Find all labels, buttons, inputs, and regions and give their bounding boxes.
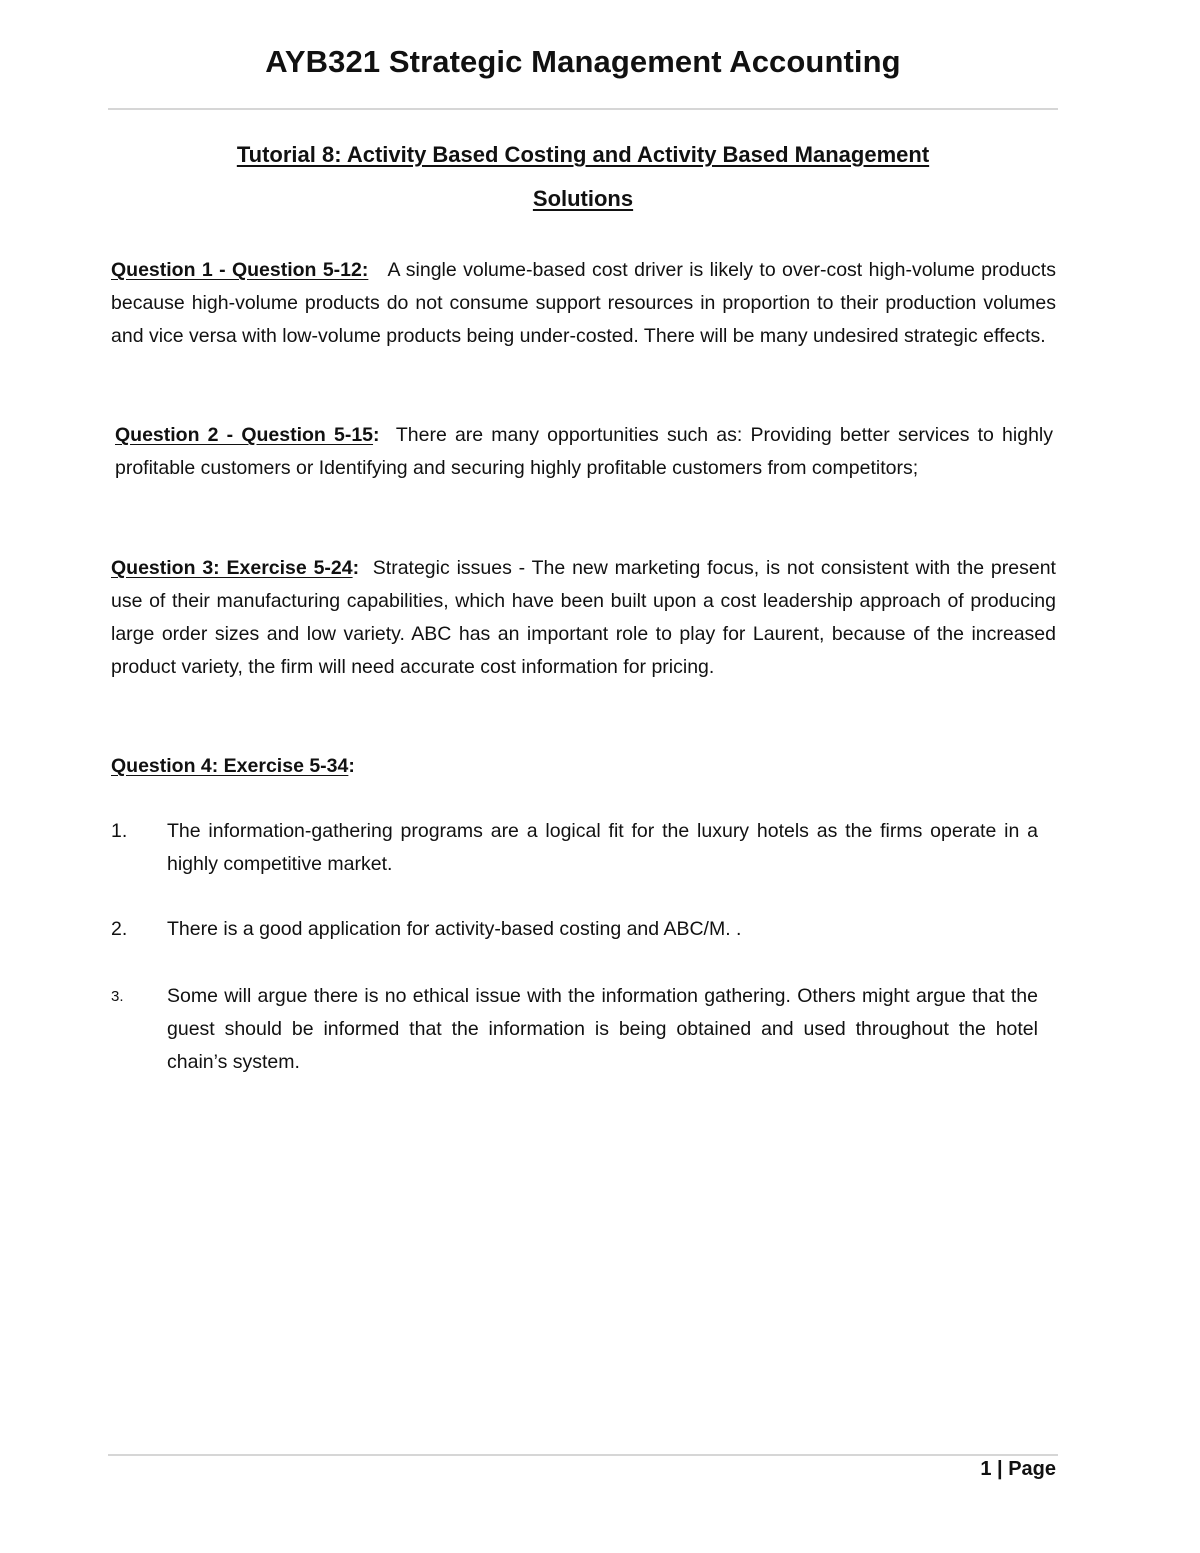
page-separator: | <box>997 1458 1003 1480</box>
page-number: 1 <box>980 1458 992 1480</box>
document-title: Tutorial 8: Activity Based Costing and Activity Based Management <box>236 142 930 167</box>
list-item-number: 1. <box>111 820 128 842</box>
question-2-answer: There are many opportunities such as: Providing better services to highly profitable customers or Identifying and securing highly profitable customers from competitors; <box>115 424 1053 479</box>
question-2-label: Question 2 - Question 5-15 <box>115 424 374 446</box>
question-2-paragraph <box>115 419 1053 485</box>
question-1-answer: A single volume-based cost driver is likely to over-cost high-volume products because high-volume products do not consume support resources in proportion to their production volumes and vice versa with low-volume products being under-costed. There will be many undesired strategic effects. <box>111 259 1056 347</box>
page-footer <box>980 1458 1056 1481</box>
list-item <box>111 980 1038 1079</box>
list-item-number: 2. <box>111 918 128 940</box>
list-item-text: There is a good application for activity-based costing and ABC/M. . <box>167 918 742 940</box>
question-4-label: Question 4: Exercise 5-34 <box>111 755 349 777</box>
list-item-text: The information-gathering programs are a logical fit for the luxury hotels as the firms operate in a highly competitive market. <box>167 820 1038 875</box>
question-3-label: Question 3: Exercise 5-24 <box>111 557 353 579</box>
list-item-number: 3. <box>111 988 124 1005</box>
list-item <box>111 815 1038 881</box>
question-1-label: Question 1 - Question 5-12: <box>111 259 369 281</box>
page-label: Page <box>1008 1458 1056 1480</box>
header-divider <box>108 108 1058 110</box>
document-subtitle: Solutions <box>532 186 634 211</box>
question-1-paragraph <box>111 254 1056 353</box>
question-3-answer: Strategic issues - The new marketing focus, is not consistent with the present use of their manufacturing capabilities, which have been built upon a cost leadership approach of producing large order sizes and low variety. ABC has an important role to play for Laurent, because of the increased product variety, the firm will need accurate cost information for pricing. <box>111 557 1056 678</box>
question-3-colon: : <box>352 557 360 579</box>
course-title: AYB321 Strategic Management Accounting <box>265 44 901 79</box>
question-4-paragraph <box>111 750 1056 783</box>
question-3-paragraph <box>111 552 1056 684</box>
question-2-colon: : <box>373 424 380 446</box>
list-item <box>111 913 1038 946</box>
footer-divider <box>108 1454 1058 1456</box>
question-4-colon: : <box>348 755 355 777</box>
list-item-text: Some will argue there is no ethical issue with the information gathering. Others might argue that the guest should be informed that the information is being obtained and used throughout the hotel chain’s system. <box>167 985 1038 1073</box>
